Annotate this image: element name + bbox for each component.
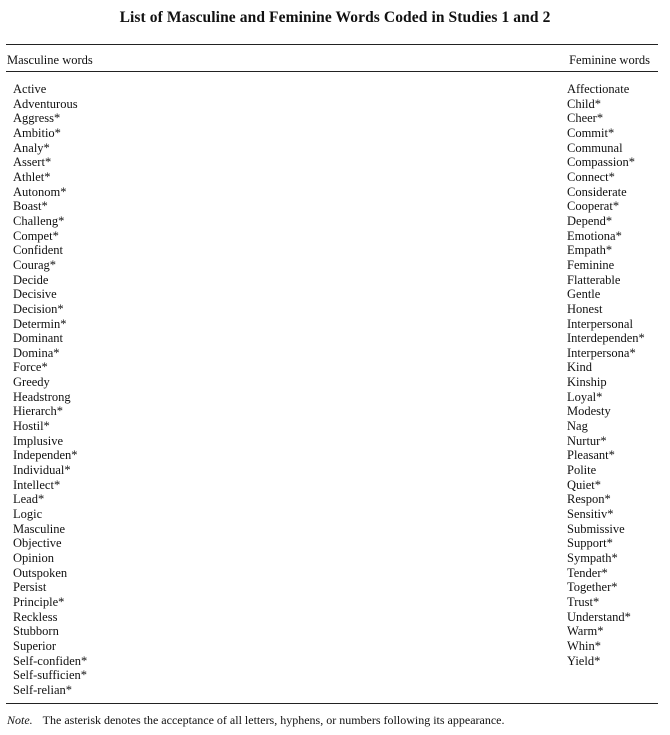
masculine-word: Headstrong	[13, 389, 71, 404]
feminine-word-list	[567, 82, 645, 668]
masculine-word: Decide	[13, 272, 49, 287]
masculine-word: Active	[13, 82, 47, 96]
feminine-word: Interpersonal	[567, 316, 633, 331]
feminine-word: Interdependen*	[567, 331, 645, 346]
feminine-word: Sympath*	[567, 551, 618, 565]
masculine-word: Implusive	[13, 433, 63, 448]
feminine-word: Kind	[567, 360, 592, 375]
feminine-word: Compassion*	[567, 155, 636, 170]
feminine-word: Child*	[567, 96, 602, 111]
masculine-word: Persist	[13, 580, 47, 595]
feminine-word: Commit*	[567, 125, 615, 140]
masculine-word: Objective	[13, 536, 62, 551]
masculine-word: Hierarch*	[13, 404, 63, 419]
masculine-word: Opinion	[13, 551, 54, 565]
feminine-word: Connect*	[567, 169, 615, 184]
feminine-word: Submissive	[567, 521, 625, 536]
feminine-word: Nag	[567, 419, 588, 434]
masculine-word: Boast*	[13, 199, 48, 214]
feminine-word: Together*	[567, 580, 618, 595]
masculine-word-list	[13, 82, 87, 698]
masculine-word: Superior	[13, 638, 57, 653]
masculine-word: Athlet*	[13, 169, 51, 184]
feminine-word: Affectionate	[567, 82, 630, 96]
masculine-word: Principle*	[13, 594, 65, 609]
table-title: List of Masculine and Feminine Words Coded in Studies 1 and 2	[119, 9, 551, 26]
masculine-word: Self-relian*	[13, 682, 73, 697]
masculine-word: Confident	[13, 243, 63, 258]
masculine-word: Masculine	[13, 521, 66, 536]
note-text: The asterisk denotes the acceptance of all letters, hyphens, or numbers following its appearance.	[42, 713, 505, 727]
note-lead: Note.	[7, 713, 33, 727]
header-rule	[6, 71, 658, 72]
masculine-word: Determin*	[13, 316, 67, 331]
feminine-word: Whin*	[567, 638, 602, 653]
feminine-word: Flatterable	[567, 272, 621, 287]
feminine-column-header: Feminine words	[569, 53, 650, 67]
feminine-word: Empath*	[567, 243, 613, 258]
feminine-word: Kinship	[567, 375, 607, 390]
feminine-word: Feminine	[567, 257, 615, 272]
feminine-word: Nurtur*	[567, 433, 607, 448]
masculine-word: Assert*	[13, 155, 52, 170]
feminine-word: Sensitiv*	[567, 507, 614, 522]
masculine-word: Logic	[13, 507, 43, 522]
masculine-word: Challeng*	[13, 213, 65, 228]
feminine-word: Cheer*	[567, 111, 604, 126]
masculine-word: Lead*	[13, 492, 45, 507]
feminine-word: Cooperat*	[567, 199, 620, 214]
table-note	[7, 713, 505, 728]
masculine-column-header: Masculine words	[7, 53, 93, 67]
masculine-word: Courag*	[13, 257, 57, 272]
feminine-word: Quiet*	[567, 477, 602, 492]
feminine-word: Respon*	[567, 492, 611, 507]
feminine-word: Loyal*	[567, 389, 603, 404]
masculine-word: Compet*	[13, 228, 59, 243]
masculine-word: Adventurous	[13, 96, 78, 111]
feminine-word: Interpersona*	[567, 345, 636, 360]
masculine-word: Reckless	[13, 609, 58, 624]
feminine-word: Trust*	[567, 594, 600, 609]
top-rule	[6, 44, 658, 45]
feminine-word: Emotiona*	[567, 228, 622, 243]
masculine-word: Decision*	[13, 301, 64, 316]
masculine-word: Independen*	[13, 448, 78, 463]
masculine-word: Self-confiden*	[13, 653, 88, 668]
feminine-word: Considerate	[567, 184, 627, 199]
masculine-word: Individual*	[13, 463, 71, 478]
masculine-word: Decisive	[13, 287, 57, 302]
feminine-word: Tender*	[567, 565, 608, 580]
masculine-word: Intellect*	[13, 477, 61, 492]
bottom-rule	[6, 703, 658, 704]
feminine-word: Support*	[567, 536, 613, 551]
feminine-word: Understand*	[567, 609, 631, 624]
feminine-word: Modesty	[567, 404, 611, 419]
masculine-word: Greedy	[13, 375, 50, 390]
masculine-word: Dominant	[13, 331, 63, 346]
feminine-word: Pleasant*	[567, 448, 615, 463]
masculine-word: Force*	[13, 360, 48, 375]
feminine-word: Yield*	[567, 653, 601, 668]
feminine-word: Communal	[567, 140, 623, 155]
feminine-word: Depend*	[567, 213, 613, 228]
masculine-word: Stubborn	[13, 624, 59, 639]
masculine-word: Domina*	[13, 345, 60, 360]
masculine-word: Self-sufficien*	[13, 668, 88, 683]
masculine-word: Autonom*	[13, 184, 67, 199]
feminine-word: Warm*	[567, 624, 604, 639]
masculine-word: Outspoken	[13, 565, 68, 580]
masculine-word: Hostil*	[13, 419, 50, 434]
feminine-word: Honest	[567, 301, 603, 316]
masculine-word: Aggress*	[13, 111, 61, 126]
masculine-word: Analy*	[13, 140, 50, 155]
masculine-word: Ambitio*	[13, 125, 61, 140]
feminine-word: Gentle	[567, 287, 601, 302]
feminine-word: Polite	[567, 463, 597, 478]
